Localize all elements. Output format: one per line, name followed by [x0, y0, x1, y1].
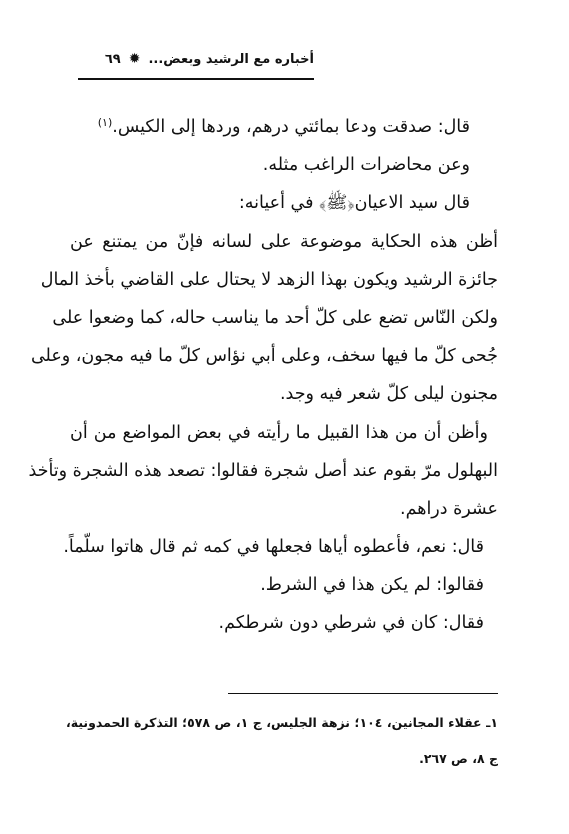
header-rule	[78, 78, 314, 80]
footnote-marker: (١)	[97, 116, 113, 129]
text-line-1: قال: صدقت ودعا بمائتي درهم، وردها إلى الكيس.$^{(١)}$	[97, 116, 470, 137]
footnote-line-2: ج ٨، ص ٢٦٧.	[419, 751, 498, 766]
text-line-6: ولكن النّاس تضع على كلّ أحد ما يناسب حاله، كما وضعوا على	[52, 307, 498, 328]
page-number: ٦٩	[104, 51, 121, 67]
text-line-14: فقال: كان في شرطي دون شرطكم.	[218, 613, 484, 634]
text-line-13: فقالوا: لم يكن هذا في الشرط.	[260, 575, 484, 596]
text-line-5: جائزة الرشيد ويكون بهذا الزهد لا يحتال على القاضي بأخذ المال	[40, 269, 498, 290]
text-line-3: قال سيد الاعيان﴿ﷺ﴾ في أعيانه:	[238, 193, 470, 214]
text-line-4: أظن هذه الحكاية موضوعة على لسانه فإنّ من يمتنع عن	[70, 231, 498, 252]
text-line-12: قال: نعم، فأعطوه أياها فجعلها في كمه ثم قال هاتوا سلّماً.	[63, 537, 484, 558]
footnotes	[66, 705, 498, 777]
running-header	[78, 44, 314, 74]
ornament-icon: ✹	[128, 51, 141, 67]
text-line-9: وأظن أن من هذا القبيل ما رأيته في بعض المواضع من أن	[70, 422, 488, 443]
text-line-8: مجنون ليلى كلّ شعر فيه وجد.	[279, 384, 498, 405]
footnote-line-1: ١ـ عقلاء المجانين، ١٠٤؛ نزهة الجليس، ج ١، ص ٥٧٨؛ التذكرة الحمدونية،	[66, 715, 498, 730]
text-line-2: وعن محاضرات الراغب مثله.	[262, 155, 470, 176]
text-line-11: عشرة دراهم.	[400, 498, 498, 519]
text-line-7: جُحى كلّ ما فيها سخف، وعلى أبي نؤاس كلّ ما فيه مجون، وعلى	[30, 346, 498, 367]
footnote-rule	[228, 693, 498, 694]
text-line-10: البهلول مرّ بقوم عند أصل شجرة فقالوا: تصعد هذه الشجرة وتأخذ	[28, 460, 498, 481]
main-text	[28, 108, 498, 643]
running-title: أخباره مع الرشيد وبعض...	[148, 51, 314, 67]
